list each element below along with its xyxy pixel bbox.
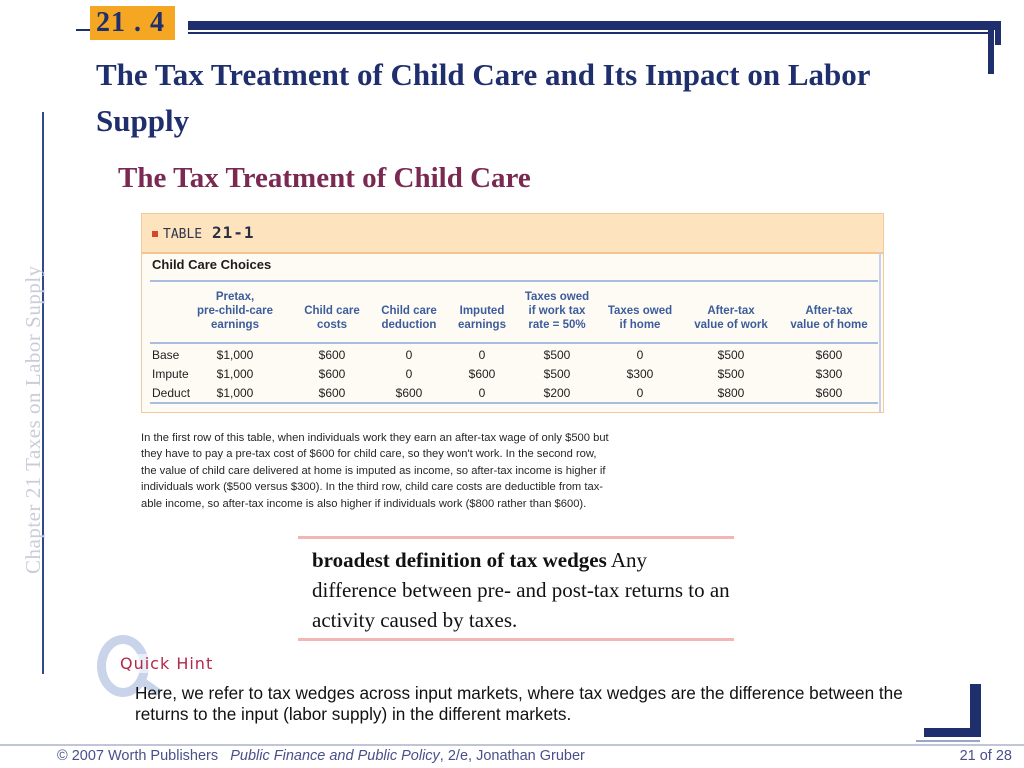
slide-title: The Tax Treatment of Child Care and Its Impact on Labor Supply (96, 57, 870, 138)
top-rule-thin (188, 32, 988, 34)
table-rule-middle (150, 342, 878, 344)
table-cell: $200 (543, 386, 571, 400)
column-header-line: Taxes owed (524, 291, 590, 303)
section-dash (76, 29, 90, 31)
definition-rule-bottom (298, 638, 734, 641)
table-label: TABLE (163, 227, 203, 242)
footer-book-title: Public Finance and Public Policy (230, 748, 440, 764)
table-cell: $500 (717, 367, 745, 381)
column-header-line: Taxes owed (607, 305, 673, 317)
slide-subtitle: The Tax Treatment of Child Care (118, 162, 531, 194)
table-cell: $1,000 (216, 348, 254, 362)
column-header-line: earnings (458, 319, 506, 331)
definition-box (312, 545, 732, 635)
column-header-line: rate = 50% (528, 319, 586, 331)
row-label: Deduct (152, 386, 191, 400)
quick-hint-text: Here, we refer to tax wedges across input markets, where tax wedges are the difference between the returns to the input (labor supply) in the different markets. (135, 683, 903, 724)
column-header-line: value of work (694, 319, 768, 331)
table-header-band (142, 214, 883, 254)
table-rule-bottom (150, 402, 878, 404)
table-cell: 0 (636, 386, 644, 400)
table-cell: 0 (405, 367, 413, 381)
column-header (509, 290, 605, 332)
frame-corner (988, 30, 994, 74)
quick-hint-label: Quick Hint (120, 654, 214, 673)
column-header-line: costs (316, 319, 348, 331)
table-note (141, 430, 661, 512)
top-rule (188, 21, 1000, 30)
column-header (592, 304, 688, 332)
table-cell: 0 (405, 348, 413, 362)
table-cell: $600 (318, 348, 346, 362)
column-header-line: After-tax (805, 305, 853, 317)
row-label: Base (152, 348, 180, 362)
column-header-line: Child care (304, 305, 360, 317)
column-header-line: deduction (381, 319, 437, 331)
table-cell: $300 (626, 367, 654, 381)
table-cell: $600 (468, 367, 496, 381)
table-21-1 (141, 213, 884, 413)
definition-text: Any difference between pre- and post-tax returns to an activity caused by taxes. (312, 548, 730, 632)
definition-term: broadest definition of tax wedges (312, 548, 607, 572)
footer-book-edition: , 2/e, Jonathan Gruber (439, 748, 585, 764)
note-line: the value of child care delivered at home is imputed as income, so after-tax income is higher if (141, 464, 606, 477)
table-cell: $1,000 (216, 386, 254, 400)
table-number: 21-1 (211, 223, 255, 242)
page-number: 21 of 28 (959, 748, 1012, 764)
table-cell: $600 (815, 386, 843, 400)
footer-copyright: © 2007 Worth Publishers (57, 748, 219, 764)
column-header-line: Pretax, (215, 291, 255, 303)
column-header (187, 290, 283, 332)
table-cell: 0 (478, 386, 486, 400)
column-header-line: After-tax (707, 305, 755, 317)
table-cell: $500 (717, 348, 745, 362)
column-header-line: if home (619, 319, 661, 331)
table-cell: $600 (318, 367, 346, 381)
frame-corner-outer (995, 21, 1001, 45)
table-caption: Child Care Choices (152, 257, 272, 272)
column-header-line: earnings (211, 319, 259, 331)
table-cell: 0 (636, 348, 644, 362)
column-header (781, 304, 877, 332)
table-side-rule (879, 252, 881, 412)
table-cell: $600 (318, 386, 346, 400)
table-cell: $600 (395, 386, 423, 400)
column-header-line: Child care (381, 305, 437, 317)
column-header-line: pre-child-care (196, 305, 274, 317)
column-header (683, 304, 779, 332)
table-cell: 0 (478, 348, 486, 362)
section-number: 21 . 4 (90, 6, 175, 40)
footer-citation (57, 748, 585, 764)
table-rule-top (150, 280, 878, 282)
table-cell: $500 (543, 367, 571, 381)
note-line: In the first row of this table, when individuals work they earn an after-tax wage of only $500 but (141, 432, 609, 444)
table-cell: $800 (717, 386, 745, 400)
table-cell: $600 (815, 348, 843, 362)
bottom-corner-shadow (916, 740, 980, 742)
column-header-line: Imputed (459, 305, 505, 317)
definition-rule-top (298, 536, 734, 539)
column-header-line: if work tax (528, 305, 586, 317)
table-cell: $300 (815, 367, 843, 381)
table-cell: $500 (543, 348, 571, 362)
chapter-label: Chapter 21 Taxes on Labor Supply (21, 265, 45, 574)
column-header-line: value of home (790, 319, 868, 331)
table-cell: $1,000 (216, 367, 254, 381)
bullet-square-icon (152, 231, 158, 237)
note-line: they have to pay a pre-tax cost of $600 for child care, so they won't work. In the second row, (141, 448, 597, 461)
note-line: individuals work ($500 versus $300). In the third row, child care costs are deductible from tax- (141, 481, 604, 494)
bottom-corner-horizontal (924, 728, 981, 737)
row-label: Impute (152, 367, 189, 381)
note-line: able income, so after-tax income is also higher if individuals work ($800 rather than $600). (141, 497, 587, 510)
footer-rule (0, 744, 1024, 746)
